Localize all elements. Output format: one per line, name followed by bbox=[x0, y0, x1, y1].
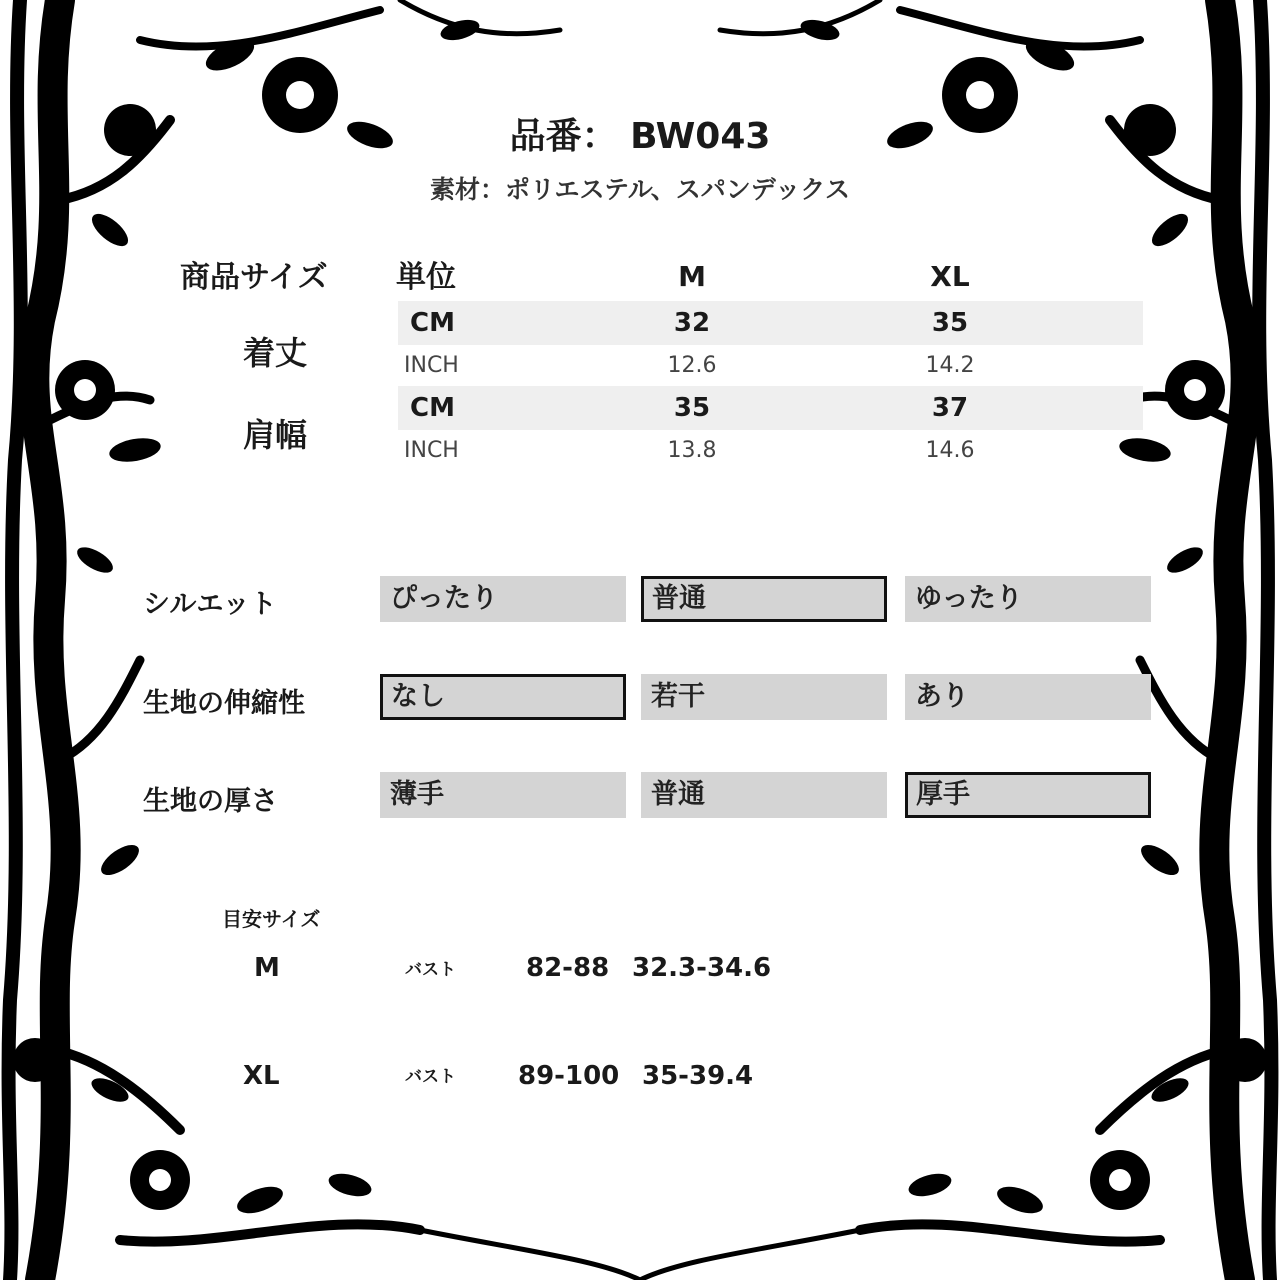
size-table-unit-header: 単位 bbox=[396, 260, 456, 295]
attr-option-selected: 厚手 bbox=[905, 772, 1151, 818]
attr-label-stretch: 生地の伸縮性 bbox=[143, 688, 305, 719]
material-text: 素材：ポリエステル、スパンデックス bbox=[429, 175, 850, 204]
guide-inch-m: 32.3-34.6 bbox=[632, 953, 772, 983]
row-label-shoulder: 肩幅 bbox=[242, 416, 307, 454]
guide-part-bust: バスト bbox=[405, 960, 456, 980]
length-inch-xl: 14.2 bbox=[925, 353, 975, 378]
attr-option-selected: 普通 bbox=[641, 576, 887, 622]
guide-title: 目安サイズ bbox=[222, 907, 321, 931]
table-row-stripe bbox=[398, 301, 1143, 345]
shoulder-cm-xl: 37 bbox=[931, 393, 969, 423]
length-cm-xl: 35 bbox=[931, 308, 969, 338]
guide-cm-m: 82-88 bbox=[526, 953, 610, 983]
attr-option: 普通 bbox=[641, 772, 887, 818]
row-label-length: 着丈 bbox=[242, 334, 307, 372]
unit-cm: CM bbox=[410, 308, 455, 338]
guide-part-bust: バスト bbox=[405, 1067, 456, 1087]
size-header-m: M bbox=[678, 260, 706, 293]
guide-inch-xl: 35-39.4 bbox=[642, 1061, 754, 1091]
guide-size-xl: XL bbox=[243, 1061, 280, 1091]
length-inch-m: 12.6 bbox=[667, 353, 717, 378]
shoulder-inch-m: 13.8 bbox=[667, 438, 717, 463]
attr-option: あり bbox=[905, 674, 1151, 720]
attr-option: 薄手 bbox=[380, 772, 626, 818]
attr-option: ゆったり bbox=[905, 576, 1151, 622]
attr-option-selected: なし bbox=[380, 674, 626, 720]
guide-size-m: M bbox=[254, 953, 280, 983]
product-number-title: 品番： BW043 bbox=[509, 116, 771, 157]
shoulder-inch-xl: 14.6 bbox=[925, 438, 975, 463]
guide-cm-xl: 89-100 bbox=[518, 1061, 620, 1091]
size-header-xl: XL bbox=[930, 260, 970, 293]
shoulder-cm-m: 35 bbox=[673, 393, 711, 423]
table-row-stripe bbox=[398, 386, 1143, 430]
attr-option: 若干 bbox=[641, 674, 887, 720]
unit-inch: INCH bbox=[404, 353, 459, 378]
attr-label-silhouette: シルエット bbox=[143, 589, 277, 620]
attr-label-thickness: 生地の厚さ bbox=[143, 786, 278, 817]
unit-inch: INCH bbox=[404, 438, 459, 463]
length-cm-m: 32 bbox=[673, 308, 711, 338]
attr-option: ぴったり bbox=[380, 576, 626, 622]
unit-cm: CM bbox=[410, 393, 455, 423]
size-table-label-header: 商品サイズ bbox=[180, 260, 328, 295]
